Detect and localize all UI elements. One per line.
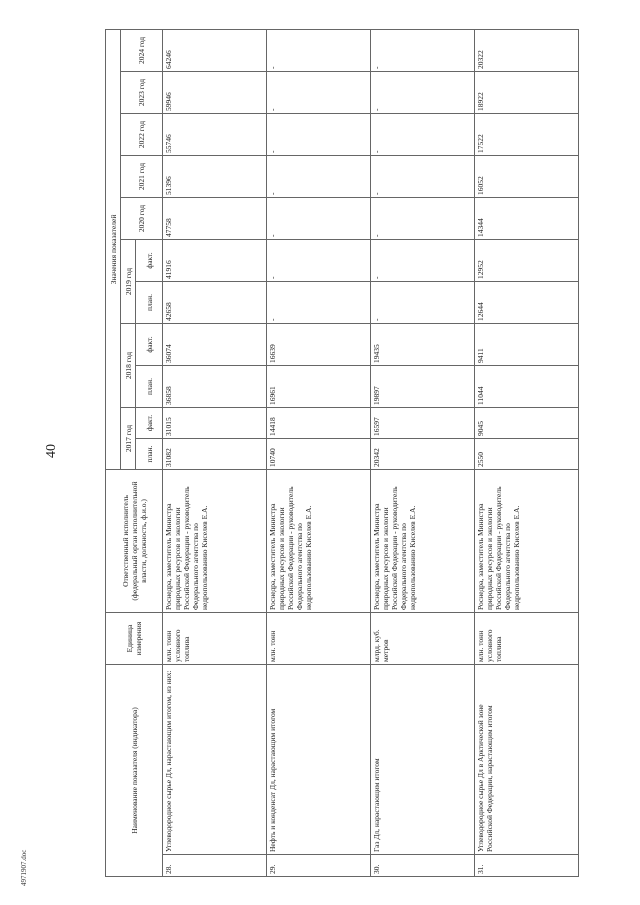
header-year-2023: 2023 год [121, 72, 163, 114]
unit-cell: млн. тонн условного топлива [163, 613, 267, 665]
responsible-cell: Роснедра, заместитель Министра природных ресурсов и экологии Российской Федерации - руководитель Федерального агентства по недропользованию Киселев Е.А. [267, 470, 371, 613]
header-fact-2017: факт. [136, 408, 163, 439]
value-2023: 59946 [163, 72, 267, 114]
responsible-cell: Роснедра, заместитель Министра природных ресурсов и экологии Российской Федерации - руководитель Федерального агентства по недропользованию Киселев Е.А. [163, 470, 267, 613]
value-2017-plan: 10740 [267, 439, 371, 470]
value-2019-plan: 12644 [475, 282, 579, 324]
header-year-2021: 2021 год [121, 156, 163, 198]
header-plan-2018: план. [136, 366, 163, 408]
header-plan-2017: план. [136, 439, 163, 470]
responsible-cell: Роснедра, заместитель Министра природных ресурсов и экологии Российской Федерации - руководитель Федерального агентства по недропользованию Киселев Е.А. [475, 470, 579, 613]
header-fact-2019: факт. [136, 240, 163, 282]
page-number: 40 [44, 444, 59, 458]
value-2021: - [267, 156, 371, 198]
value-2020: - [267, 198, 371, 240]
row-number: 30. [371, 855, 475, 877]
value-2018-plan: 19897 [371, 366, 475, 408]
value-2018-plan: 11044 [475, 366, 579, 408]
value-2024: 20322 [475, 29, 579, 71]
indicator-name: Газ Дл, нарастающим итогом [371, 665, 475, 855]
indicator-table-sheet [105, 30, 610, 877]
indicator-name: Углеводородное сырье Дл, нарастающим итогом, из них: [163, 665, 267, 855]
document-code: 4971907.doc [20, 849, 28, 886]
value-2020: 14344 [475, 198, 579, 240]
value-2018-fact: 19435 [371, 324, 475, 366]
value-2022: - [371, 114, 475, 156]
table-row [163, 29, 267, 876]
value-2020: 47758 [163, 198, 267, 240]
value-2022: - [267, 114, 371, 156]
row-number: 28. [163, 855, 267, 877]
value-2017-fact: 16597 [371, 408, 475, 439]
value-2020: - [371, 198, 475, 240]
table-row [267, 29, 371, 876]
value-2017-fact: 9045 [475, 408, 579, 439]
value-2019-plan: - [371, 282, 475, 324]
header-year-2019: 2019 год [121, 240, 136, 324]
header-year-2017: 2017 год [121, 408, 136, 470]
value-2022: 55746 [163, 114, 267, 156]
value-2019-fact: 41916 [163, 240, 267, 282]
indicator-table [105, 29, 579, 877]
indicator-name: Нефть и конденсат Дл, нарастающим итогом [267, 665, 371, 855]
value-2018-plan: 16961 [267, 366, 371, 408]
unit-cell: млрд. куб. метров [371, 613, 475, 665]
table-row [371, 29, 475, 876]
header-year-2022: 2022 год [121, 114, 163, 156]
header-year-2020: 2020 год [121, 198, 163, 240]
value-2024: - [371, 29, 475, 71]
value-2022: 17522 [475, 114, 579, 156]
row-number: 31. [475, 855, 579, 877]
value-2017-plan: 2550 [475, 439, 579, 470]
value-2023: - [267, 72, 371, 114]
header-year-2024: 2024 год [121, 29, 163, 71]
header-values-group: Значения показателей [106, 29, 121, 469]
value-2017-plan: 20342 [371, 439, 475, 470]
row-number: 29. [267, 855, 371, 877]
unit-cell: млн. тонн [267, 613, 371, 665]
header-plan-2019: план. [136, 282, 163, 324]
table-row [475, 29, 579, 876]
value-2019-fact: 12952 [475, 240, 579, 282]
value-2017-fact: 14418 [267, 408, 371, 439]
value-2021: 51396 [163, 156, 267, 198]
value-2019-plan: 42658 [163, 282, 267, 324]
value-2018-fact: 36074 [163, 324, 267, 366]
value-2024: - [267, 29, 371, 71]
value-2021: 16052 [475, 156, 579, 198]
value-2021: - [371, 156, 475, 198]
unit-cell: млн. тонн условного топлива [475, 613, 579, 665]
value-2019-fact: - [267, 240, 371, 282]
value-2017-plan: 31082 [163, 439, 267, 470]
value-2018-plan: 36858 [163, 366, 267, 408]
value-2023: 18922 [475, 72, 579, 114]
header-responsible: Ответственный исполнитель (федеральный орган исполнительной власти, должность, ф.и.о.) [106, 470, 163, 613]
value-2019-fact: - [371, 240, 475, 282]
responsible-cell: Роснедра, заместитель Министра природных ресурсов и экологии Российской Федерации - руководитель Федерального агентства по недропользованию Киселев Е.А. [371, 470, 475, 613]
header-indicator-name: Наименование показателя (индикатора) [106, 665, 163, 877]
value-2018-fact: 16639 [267, 324, 371, 366]
indicator-name: Углеводородное сырье Дл в Арктической зоне Российской Федерации, нарастающим итогом [475, 665, 579, 855]
header-fact-2018: факт. [136, 324, 163, 366]
value-2024: 64246 [163, 29, 267, 71]
value-2023: - [371, 72, 475, 114]
value-2019-plan: - [267, 282, 371, 324]
value-2018-fact: 9411 [475, 324, 579, 366]
value-2017-fact: 31015 [163, 408, 267, 439]
header-unit: Единица измерения [106, 613, 163, 665]
header-year-2018: 2018 год [121, 324, 136, 408]
